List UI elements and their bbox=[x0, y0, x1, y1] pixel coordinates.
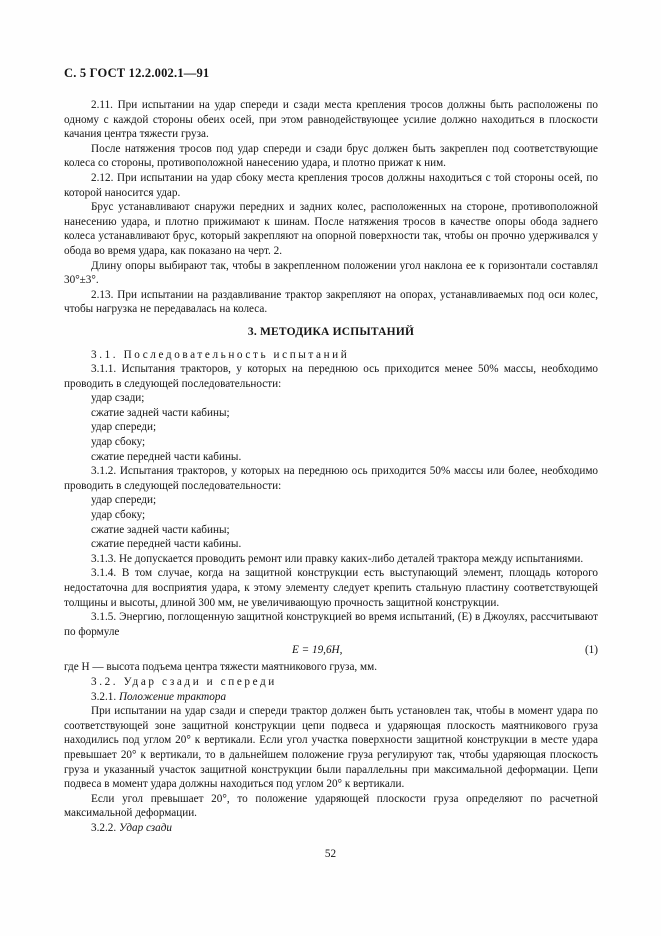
paragraph-3-2-1-cont: Если угол превышает 20°, то положение ударяющей плоскости груза определяют по расчетной максимальной деформации. bbox=[64, 792, 598, 820]
paragraph-2-11-cont: После натяжения тросов под удар спереди и сзади брус должен быть закреплен под соответствующие колеса со стороны, противоположной нанесению удара, и плотно прижат к ним. bbox=[64, 142, 598, 170]
page-number: 52 bbox=[324, 848, 337, 860]
list-item: удар сзади; bbox=[91, 392, 145, 405]
document-body bbox=[64, 98, 598, 836]
list-item: сжатие задней части кабины; bbox=[91, 406, 230, 419]
paragraph-3-1-4: 3.1.4. В том случае, когда на защитной конструкции есть выступающий элемент, площадь которого недостаточна для восприятия удара, к этому элементу следует крепить стальную пластину соответствующей толщины и высоты, длиной 300 мм, не увеличивающую прочность защитной конструкции. bbox=[64, 567, 598, 609]
paragraph-3-1-1: 3.1.1. Испытания тракторов, у которых на переднюю ось приходится менее 50% массы, необходимо проводить в следующей последовательности: bbox=[64, 363, 598, 390]
heading-3-2-1 bbox=[64, 690, 598, 705]
paragraph-3-1-3: 3.1.3. Не допускается проводить ремонт или правку каких-либо деталей трактора между испытаниями. bbox=[91, 552, 584, 565]
list-item: удар спереди; bbox=[91, 421, 157, 434]
heading-3-2-1-number: 3.2.1. bbox=[91, 690, 117, 703]
list-item: сжатие передней части кабины. bbox=[91, 450, 242, 463]
heading-3-2: 3.2. Удар сзади и спереди bbox=[91, 675, 277, 688]
heading-3-2-2 bbox=[64, 821, 598, 836]
section-title: 3. МЕТОДИКА ИСПЫТАНИЙ bbox=[247, 325, 415, 338]
list-item: сжатие передней части кабины. bbox=[91, 538, 242, 551]
paragraph-3-1-5: 3.1.5. Энергию, поглощенную защитной конструкцией во время испытаний, (E) в Джоулях, рассчитывают по формуле bbox=[64, 611, 598, 638]
paragraph-3-2-1: При испытании на удар сзади и спереди трактор должен быть установлен так, чтобы в момент удара по соответствующей зоне защитной конструкции цепи подвеса и ударяющая плоскость маятникового груза находились под углом 20° к вертикали. Если угол участка поверхности защитной конструкции в месте удара превышает 20° к вертикали, то в дальнейшем положение груза регулируют так, чтобы ударяющая плоскость груза и указанный участок защитной конструкции были параллельны при максимальной деформации. Цепи подвеса в момент удара должны находиться под углом 20° к вертикали. bbox=[64, 705, 598, 791]
paragraph-3-1-2: 3.1.2. Испытания тракторов, у которых на переднюю ось приходится 50% массы или более, необходимо проводить в следующей последовательности: bbox=[64, 465, 598, 492]
formula-explanation: где H — высота подъема центра тяжести маятникового груза, мм. bbox=[64, 661, 377, 674]
list-item: сжатие задней части кабины; bbox=[91, 523, 230, 536]
list-item: удар сбоку; bbox=[91, 436, 146, 449]
formula-expression: E = 19,6H, bbox=[292, 644, 343, 657]
paragraph-2-12-length: Длину опоры выбирают так, чтобы в закрепленном положении угол наклона ее к горизонтали составлял 30°±3°. bbox=[64, 259, 598, 287]
formula-block bbox=[64, 639, 598, 660]
spacer bbox=[64, 340, 598, 348]
paragraph-2-12-cont: Брус устанавливают снаружи передних и задних колес, расположенных на стороне, противоположной нанесению удара, и плотно прижимают к шинам. После натяжения тросов в качестве опоры обода заднего колеса устанавливают брус, который закрепляют на опорной поверхности так, чтобы он прочно удерживался у обода во время удара, как показано на черт. 2. bbox=[64, 201, 598, 257]
paragraph-2-11: 2.11. При испытании на удар спереди и сзади места крепления тросов должны быть расположены по одному с каждой стороны обеих осей, при этом равнодействующее усилие должно находиться в плоскости качания центра тяжести груза. bbox=[64, 99, 598, 141]
page-header: С. 5 ГОСТ 12.2.002.1—91 bbox=[64, 66, 210, 80]
paragraph-2-12: 2.12. При испытании на удар сбоку места крепления тросов должны находиться с той стороны осей, по которой наносится удар. bbox=[64, 171, 598, 199]
heading-3-2-1-title: Положение трактора bbox=[118, 690, 227, 703]
list-item: удар сбоку; bbox=[91, 509, 146, 522]
paragraph-2-13: 2.13. При испытании на раздавливание трактор закрепляют на опорах, устанавливаемых под оси колес, чтобы нагрузка не передавалась на колеса. bbox=[64, 288, 598, 316]
spacer bbox=[64, 317, 598, 325]
formula-number: (1) bbox=[584, 644, 598, 657]
heading-3-1: 3.1. Последовательность испытаний bbox=[91, 348, 350, 361]
heading-3-2-2-title: Удар сзади bbox=[118, 821, 173, 834]
list-item: удар спереди; bbox=[91, 494, 157, 507]
heading-3-2-2-number: 3.2.2. bbox=[91, 821, 117, 834]
